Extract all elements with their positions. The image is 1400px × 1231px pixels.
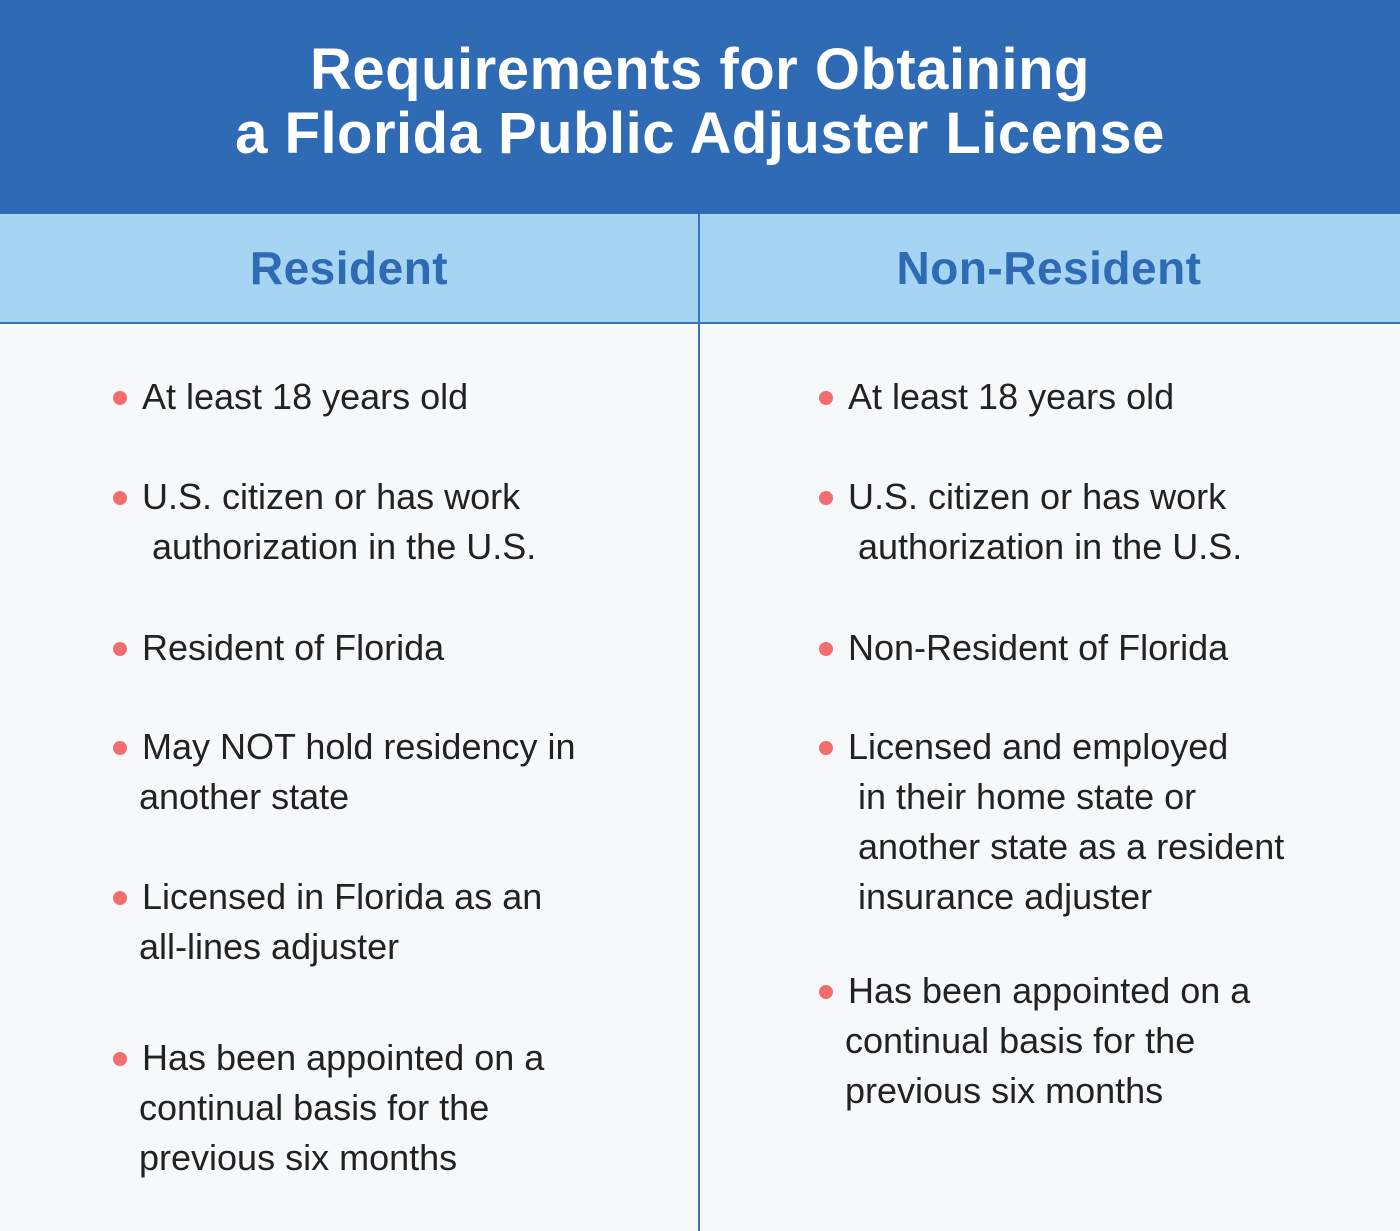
requirement-text: Resident of Florida bbox=[142, 627, 445, 668]
page-title-line-1: Requirements for Obtaining bbox=[310, 37, 1090, 102]
non-resident-requirement-item bbox=[848, 623, 1228, 673]
requirement-text: continual basis for the bbox=[845, 1020, 1196, 1061]
bullet-dot-icon bbox=[113, 491, 127, 505]
requirement-text: Has been appointed on a bbox=[142, 1037, 545, 1078]
resident-requirement-item bbox=[142, 623, 444, 673]
requirement-text: U.S. citizen or has work bbox=[142, 476, 521, 517]
requirement-text: At least 18 years old bbox=[848, 376, 1175, 417]
resident-requirement-item bbox=[139, 1033, 545, 1183]
non-resident-requirement-item bbox=[845, 966, 1251, 1116]
requirement-text: all-lines adjuster bbox=[139, 926, 400, 967]
requirement-text: insurance adjuster bbox=[848, 876, 1153, 917]
requirement-text: Non-Resident of Florida bbox=[848, 627, 1229, 668]
requirement-text: another state as a resident bbox=[848, 826, 1285, 867]
title-banner bbox=[0, 0, 1400, 214]
bullet-dot-icon bbox=[819, 741, 833, 755]
requirement-text: U.S. citizen or has work bbox=[848, 476, 1227, 517]
bullet-dot-icon bbox=[113, 1052, 127, 1066]
requirement-text: authorization in the U.S. bbox=[142, 526, 537, 567]
resident-requirement-item bbox=[139, 872, 543, 972]
requirement-text: Has been appointed on a bbox=[848, 970, 1251, 1011]
non-resident-requirement-item bbox=[848, 722, 1284, 922]
requirement-text: Licensed and employed bbox=[848, 726, 1229, 767]
page-title-line-2: a Florida Public Adjuster License bbox=[235, 101, 1165, 166]
resident-requirement-item bbox=[142, 372, 468, 422]
bullet-dot-icon bbox=[819, 985, 833, 999]
resident-column-header: Resident bbox=[249, 242, 449, 294]
resident-requirement-item bbox=[142, 472, 536, 572]
requirement-text: another state bbox=[139, 776, 350, 817]
requirement-text: continual basis for the bbox=[139, 1087, 490, 1128]
requirement-text: previous six months bbox=[139, 1137, 458, 1178]
requirement-text: in their home state or bbox=[848, 776, 1197, 817]
column-divider bbox=[698, 214, 700, 1231]
requirement-text: Licensed in Florida as an bbox=[142, 876, 543, 917]
non-resident-column-header: Non-Resident bbox=[896, 242, 1202, 294]
non-resident-requirement-item bbox=[848, 472, 1242, 572]
resident-requirement-item bbox=[139, 722, 576, 822]
bullet-dot-icon bbox=[113, 642, 127, 656]
requirement-text: previous six months bbox=[845, 1070, 1164, 1111]
column-header-row bbox=[0, 214, 1400, 324]
bullet-dot-icon bbox=[113, 391, 127, 405]
bullet-dot-icon bbox=[819, 642, 833, 656]
bullet-dot-icon bbox=[819, 491, 833, 505]
requirement-text: At least 18 years old bbox=[142, 376, 469, 417]
non-resident-requirement-item bbox=[848, 372, 1174, 422]
bullet-dot-icon bbox=[113, 741, 127, 755]
bullet-dot-icon bbox=[113, 891, 127, 905]
requirement-text: May NOT hold residency in bbox=[142, 726, 576, 767]
requirement-text: authorization in the U.S. bbox=[848, 526, 1243, 567]
bullet-dot-icon bbox=[819, 391, 833, 405]
